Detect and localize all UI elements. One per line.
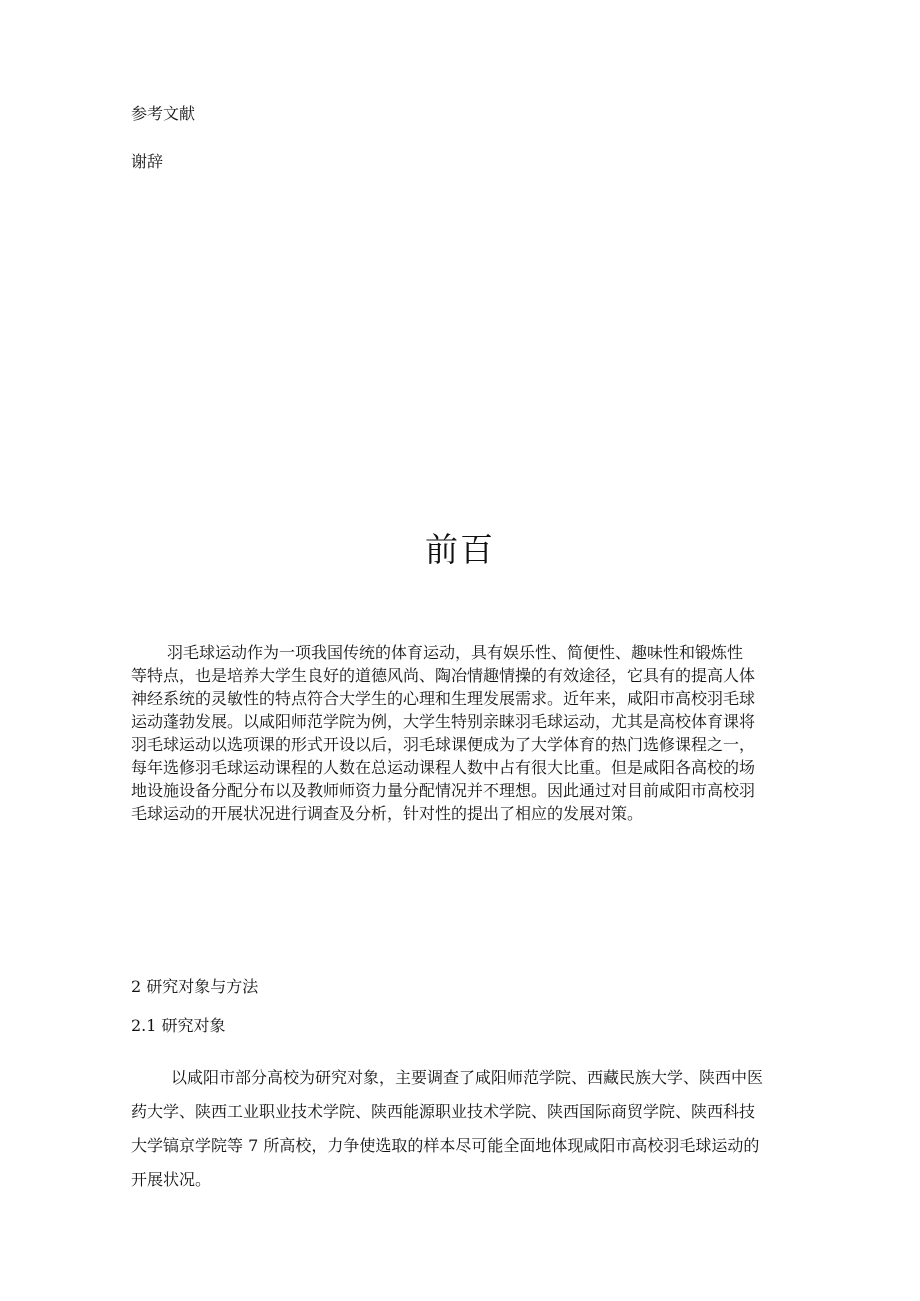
preface-line: 地设施设备分配分布以及教师师资力量分配情况并不理想。因此通过对目前咸阳市高校羽 — [131, 781, 756, 800]
preface-title: 前百 — [425, 530, 495, 569]
research-object-paragraph — [131, 1061, 797, 1197]
preface-line: 运动蓬勃发展。以咸阳师范学院为例，大学生特别亲睐羽毛球运动，尤其是高校体育课将 — [131, 712, 756, 731]
research-line: 大学镐京学院等 7 所高校，力争使选取的样本尽可能全面地体现咸阳市高校羽毛球运动的 — [131, 1136, 760, 1155]
preface-line: 神经系统的灵敏性的特点符合大学生的心理和生理发展需求。近年来，咸阳市高校羽毛球 — [131, 689, 756, 708]
preface-line: 每年选修羽毛球运动课程的人数在总运动课程人数中占有很大比重。但是咸阳各高校的场 — [131, 758, 756, 777]
preface-line: 等特点，也是培养大学生良好的道德风尚、陶冶情趣情操的有效途径，它具有的提高人体 — [131, 666, 756, 685]
research-line: 开展状况。 — [131, 1170, 212, 1189]
toc-item-acknowledgements: 谢辞 — [131, 152, 164, 171]
subsection-heading: 2.1 研究对象 — [131, 1016, 226, 1035]
toc-item-references: 参考文献 — [131, 104, 196, 123]
section-heading: 2 研究对象与方法 — [131, 977, 259, 996]
research-line: 药大学、陕西工业职业技术学院、陕西能源职业技术学院、陕西国际商贸学院、陕西科技 — [131, 1102, 756, 1121]
preface-line: 羽毛球运动以选项课的形式开设以后，羽毛球课便成为了大学体育的热门选修课程之一， — [131, 735, 756, 754]
preface-paragraph — [131, 641, 797, 825]
research-line: 以咸阳市部分高校为研究对象，主要调查了咸阳师范学院、西藏民族大学、陕西中医 — [171, 1068, 764, 1087]
preface-line: 羽毛球运动作为一项我国传统的体育运动，具有娱乐性、简便性、趣味性和锻炼性 — [167, 643, 744, 662]
preface-line: 毛球运动的开展状况进行调查及分析，针对性的提出了相应的发展对策。 — [131, 804, 644, 823]
